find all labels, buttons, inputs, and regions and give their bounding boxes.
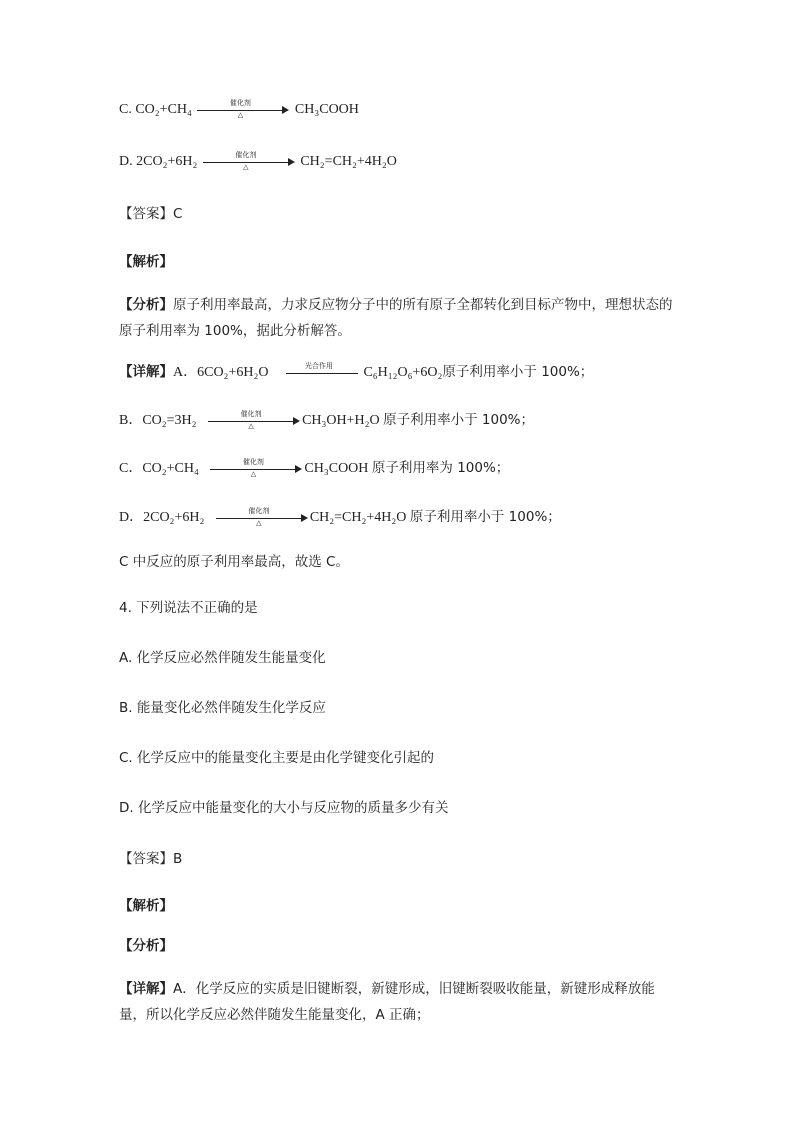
detail-b-prefix: B．CO₂=3H₂ — [119, 413, 197, 428]
analysis-tag: 【分析】 — [119, 297, 173, 313]
analysis-text: 原子利用率最高，力求反应物分子中的所有原子全都转化到目标产物中，理想状态的原子利用率为 100%，据此分析解答。 — [119, 297, 673, 339]
q4-option-c: C. 化学反应中的能量变化主要是由化学键变化引起的 — [119, 750, 435, 766]
detail-c-prefix: C．CO₂+CH₄ — [119, 461, 199, 476]
q4-jiexi-heading: 【解析】 — [119, 898, 173, 914]
q4-detail-text: A．化学反应的实质是旧键断裂，新键形成，旧键断裂吸收能量，新键形成释放能量，所以化学反应必然伴随发生能量变化，A 正确； — [119, 981, 655, 1023]
detail-a-note: 原子利用率小于 100%； — [442, 364, 594, 380]
reaction-arrow-icon: 催化剂 △ — [208, 411, 300, 431]
q4-stem: 4. 下列说法不正确的是 — [119, 600, 258, 616]
reaction-arrow-icon: 催化剂 △ — [210, 459, 302, 479]
q3-jiexi-heading: 【解析】 — [119, 254, 173, 270]
detail-a — [119, 362, 593, 383]
q4-answer: 【答案】B — [119, 851, 183, 867]
q4-option-a: A. 化学反应必然伴随发生能量变化 — [119, 650, 326, 666]
q4-option-d: D. 化学反应中能量变化的大小与反应物的质量多少有关 — [119, 800, 449, 816]
reaction-arrow-icon: 光合作用 — [286, 363, 358, 383]
detail-a-prefix: A．6CO₂+6H₂O — [173, 365, 269, 380]
q4-option-b: B. 能量变化必然伴随发生化学反应 — [119, 700, 326, 716]
option-c-equation — [119, 100, 359, 120]
q3-conclusion: C 中反应的原子利用率最高，故选 C。 — [119, 554, 349, 570]
reaction-arrow-icon: 催化剂 △ — [197, 100, 289, 120]
option-d-reactants: 2CO₂+6H₂ — [136, 154, 198, 170]
q4-detail — [119, 976, 679, 1028]
reaction-arrow-icon: 催化剂 △ — [216, 508, 308, 528]
reaction-arrow-icon: 催化剂 △ — [203, 152, 295, 172]
option-c-reactants: CO₂+CH₄ — [135, 102, 192, 118]
detail-b-products: CH₃OH+H₂O — [302, 413, 380, 428]
option-d-equation — [119, 152, 397, 172]
q3-analysis — [119, 292, 679, 344]
option-c-label: C. — [119, 102, 132, 118]
option-d-label: D. — [119, 154, 133, 170]
q4-analysis-heading: 【分析】 — [119, 938, 173, 954]
detail-a-products: C₆H₁₂O₆+6O₂ — [363, 365, 443, 380]
detail-d-products: CH₂=CH₂+4H₂O — [309, 510, 407, 525]
detail-d-prefix: D．2CO₂+6H₂ — [119, 510, 205, 525]
detail-c-note: 原子利用率为 100%； — [371, 460, 510, 476]
detail-b-note: 原子利用率小于 100%； — [383, 412, 534, 428]
option-c-products: CH₃COOH — [294, 102, 359, 118]
detail-tag: 【详解】 — [119, 364, 173, 380]
detail-c — [119, 458, 509, 479]
detail-d-note: 原子利用率小于 100%； — [409, 509, 561, 525]
detail-c-products: CH₃COOH — [304, 461, 369, 476]
option-d-products: CH₂=CH₂+4H₂O — [300, 154, 397, 170]
detail-tag: 【详解】 — [119, 981, 173, 997]
detail-b — [119, 410, 534, 431]
q3-answer: 【答案】C — [119, 206, 183, 222]
detail-d — [119, 507, 561, 528]
